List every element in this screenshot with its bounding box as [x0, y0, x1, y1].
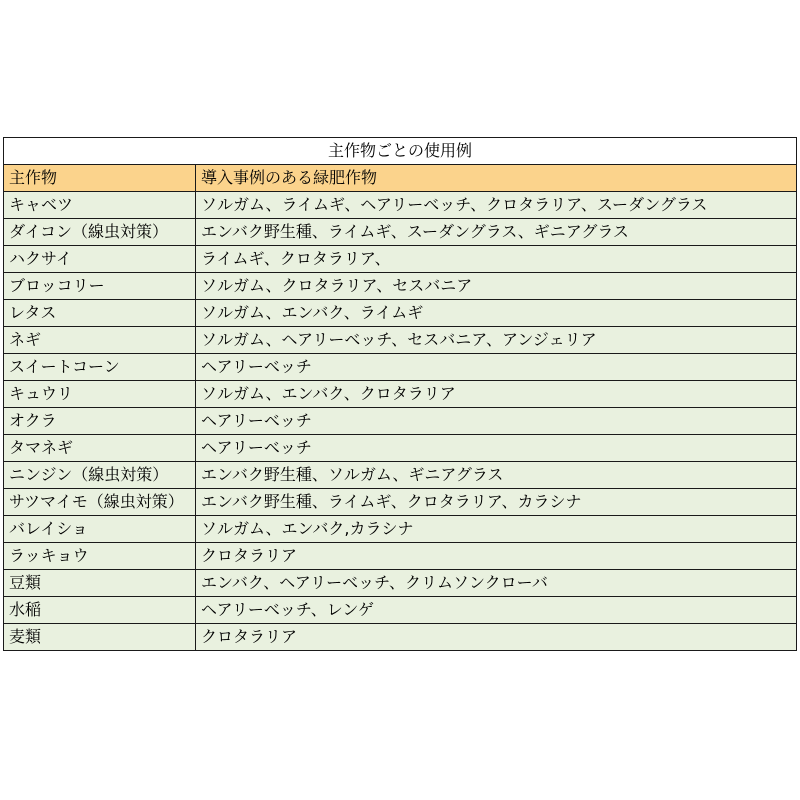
table-row — [4, 408, 797, 435]
header-main-crop: 主作物 — [4, 165, 196, 192]
main-crop-cell: オクラ — [4, 408, 196, 435]
table-row — [4, 516, 797, 543]
table-title: 主作物ごとの使用例 — [4, 138, 797, 165]
main-crop-cell: ダイコン（線虫対策） — [4, 219, 196, 246]
main-crop-cell: ネギ — [4, 327, 196, 354]
table-row — [4, 624, 797, 651]
green-manure-cell: ソルガム、エンバク,カラシナ — [196, 516, 797, 543]
green-manure-cell: ヘアリーベッチ、レンゲ — [196, 597, 797, 624]
green-manure-cell: ソルガム、エンバク、ライムギ — [196, 300, 797, 327]
main-crop-cell: 水稲 — [4, 597, 196, 624]
table-title-row — [4, 138, 797, 165]
main-crop-cell: バレイショ — [4, 516, 196, 543]
main-crop-cell: ハクサイ — [4, 246, 196, 273]
table-row — [4, 435, 797, 462]
table-row — [4, 300, 797, 327]
table-row — [4, 273, 797, 300]
green-manure-cell: クロタラリア — [196, 543, 797, 570]
green-manure-cell: ソルガム、クロタラリア、セスバニア — [196, 273, 797, 300]
table-header-row — [4, 165, 797, 192]
table-row — [4, 597, 797, 624]
green-manure-cell: ヘアリーベッチ — [196, 435, 797, 462]
green-manure-cell: クロタラリア — [196, 624, 797, 651]
table-row — [4, 462, 797, 489]
main-crop-cell: キュウリ — [4, 381, 196, 408]
table-row — [4, 381, 797, 408]
table-row — [4, 327, 797, 354]
main-crop-cell: ブロッコリー — [4, 273, 196, 300]
main-crop-cell: ニンジン（線虫対策） — [4, 462, 196, 489]
main-crop-cell: タマネギ — [4, 435, 196, 462]
green-manure-cell: エンバク野生種、ライムギ、クロタラリア、カラシナ — [196, 489, 797, 516]
table-row — [4, 570, 797, 597]
main-crop-cell: レタス — [4, 300, 196, 327]
crop-usage-table — [3, 137, 797, 651]
main-crop-cell: ラッキョウ — [4, 543, 196, 570]
green-manure-cell: ソルガム、ヘアリーベッチ、セスバニア、アンジェリア — [196, 327, 797, 354]
main-crop-cell: 豆類 — [4, 570, 196, 597]
header-green-manure: 導入事例のある緑肥作物 — [196, 165, 797, 192]
table-row — [4, 543, 797, 570]
table-body — [4, 138, 797, 651]
main-crop-cell: 麦類 — [4, 624, 196, 651]
green-manure-cell: ソルガム、ライムギ、ヘアリーベッチ、クロタラリア、スーダングラス — [196, 192, 797, 219]
green-manure-cell: ヘアリーベッチ — [196, 354, 797, 381]
table-row — [4, 219, 797, 246]
green-manure-cell: エンバク野生種、ライムギ、スーダングラス、ギニアグラス — [196, 219, 797, 246]
main-crop-cell: サツマイモ（線虫対策） — [4, 489, 196, 516]
green-manure-cell: ソルガム、エンバク、クロタラリア — [196, 381, 797, 408]
green-manure-cell: ヘアリーベッチ — [196, 408, 797, 435]
main-crop-cell: キャベツ — [4, 192, 196, 219]
table-row — [4, 489, 797, 516]
green-manure-cell: ライムギ、クロタラリア、 — [196, 246, 797, 273]
green-manure-cell: エンバク、ヘアリーベッチ、クリムソンクローバ — [196, 570, 797, 597]
green-manure-cell: エンバク野生種、ソルガム、ギニアグラス — [196, 462, 797, 489]
table-row — [4, 246, 797, 273]
table-row — [4, 192, 797, 219]
main-crop-cell: スイートコーン — [4, 354, 196, 381]
table-row — [4, 354, 797, 381]
